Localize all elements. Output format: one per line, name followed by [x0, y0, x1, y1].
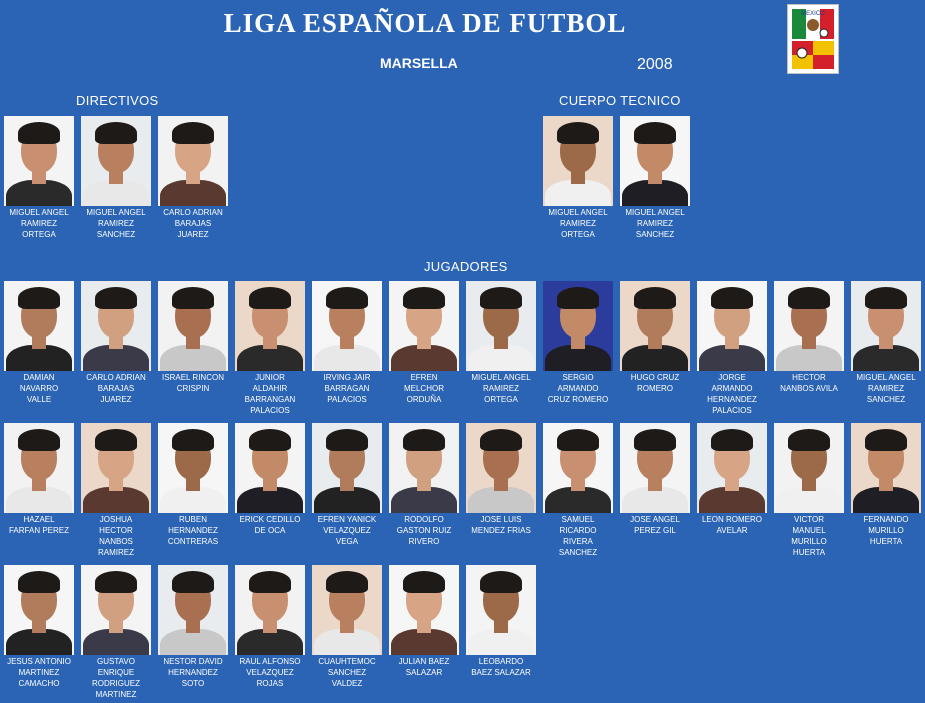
person-name: VICTOR MANUEL MURILLO HUERTA: [791, 515, 827, 557]
portrait-hair: [172, 571, 214, 593]
portrait-hair: [172, 429, 214, 451]
person-name: GUSTAVO ENRIQUE RODRIGUEZ MARTINEZ: [92, 657, 140, 699]
season-year: 2008: [637, 56, 673, 73]
jugador-card: [158, 423, 228, 547]
person-name: LEON ROMERO AVELAR: [701, 515, 762, 535]
person-name: LEOBARDO BAEZ SALAZAR: [471, 657, 531, 677]
section-directivos: DIRECTIVOS: [76, 93, 159, 108]
directivo-card: [4, 116, 74, 240]
portrait-photo: [235, 565, 305, 655]
portrait-photo: [158, 565, 228, 655]
portrait-hair: [326, 287, 368, 309]
person-name: JOSHUA HECTOR NANBOS RAMIREZ: [98, 515, 134, 557]
portrait-hair: [711, 287, 753, 309]
person-name: HECTOR NANBOS AVILA: [780, 373, 838, 393]
portrait-photo: [158, 116, 228, 206]
person-name: IRVING JAIR BARRAGAN PALACIOS: [323, 373, 371, 404]
portrait-photo: [4, 565, 74, 655]
portrait-photo: [235, 423, 305, 513]
person-name: FERNANDO MURILLO HUERTA: [863, 515, 909, 546]
portrait-photo: [697, 423, 767, 513]
portrait-hair: [18, 571, 60, 593]
portrait-hair: [18, 287, 60, 309]
section-jugadores: JUGADORES: [424, 259, 508, 274]
team-name: MARSELLA: [380, 55, 458, 71]
jugador-card: [774, 423, 844, 558]
person-name: DAMIAN NAVARRO VALLE: [19, 373, 59, 404]
jugador-card: [543, 281, 613, 405]
person-name: MIGUEL ANGEL RAMIREZ ORTEGA: [9, 208, 69, 239]
person-name: HAZAEL FARFAN PEREZ: [8, 515, 69, 535]
portrait-photo: [620, 423, 690, 513]
portrait-photo: [81, 281, 151, 371]
portrait-photo: [774, 281, 844, 371]
portrait-photo: [466, 565, 536, 655]
person-name: CARLO ADRIAN BARAJAS JUAREZ: [86, 373, 146, 404]
portrait-hair: [557, 287, 599, 309]
portrait-photo: [158, 423, 228, 513]
portrait-photo: [4, 423, 74, 513]
jugador-card: [389, 423, 459, 547]
portrait-hair: [480, 429, 522, 451]
person-name: SAMUEL RICARDO RIVERA SANCHEZ: [558, 515, 598, 557]
jugador-card: [389, 565, 459, 678]
portrait-photo: [697, 281, 767, 371]
page-title: LIGA ESPAÑOLA DE FUTBOL: [223, 8, 627, 38]
portrait-hair: [95, 287, 137, 309]
portrait-hair: [172, 287, 214, 309]
jugador-card: [851, 423, 921, 547]
person-name: ERICK CEDILLO DE OCA: [239, 515, 301, 535]
portrait-hair: [95, 571, 137, 593]
directivo-card: [158, 116, 228, 240]
person-name: MIGUEL ANGEL RAMIREZ SANCHEZ: [856, 373, 916, 404]
portrait-hair: [634, 287, 676, 309]
jugador-card: [389, 281, 459, 405]
portrait-photo: [543, 281, 613, 371]
jugador-card: [312, 423, 382, 547]
portrait-hair: [326, 571, 368, 593]
jugador-card: [543, 423, 613, 558]
portrait-hair: [634, 429, 676, 451]
jugador-card: [81, 423, 151, 558]
portrait-hair: [95, 429, 137, 451]
person-name: RODOLFO GASTON RUIZ RIVERO: [396, 515, 452, 546]
portrait-hair: [480, 571, 522, 593]
jugador-card: [620, 281, 690, 394]
portrait-photo: [81, 116, 151, 206]
jugador-card: [466, 565, 536, 678]
directivo-card: [81, 116, 151, 240]
jugador-card: [620, 423, 690, 536]
jugador-card: [4, 565, 74, 689]
portrait-hair: [249, 429, 291, 451]
jugador-card: [4, 281, 74, 405]
person-name: JOSE LUIS MENDEZ FRIAS: [471, 515, 531, 535]
portrait-hair: [403, 571, 445, 593]
person-name: RUBEN HERNANDEZ CONTRERAS: [167, 515, 219, 546]
person-name: MIGUEL ANGEL RAMIREZ ORTEGA: [548, 208, 608, 239]
portrait-photo: [543, 423, 613, 513]
portrait-hair: [95, 122, 137, 144]
team-crest-logo: [787, 4, 839, 74]
portrait-photo: [620, 116, 690, 206]
portrait-hair: [865, 287, 907, 309]
portrait-hair: [172, 122, 214, 144]
jugador-card: [466, 281, 536, 405]
portrait-photo: [312, 565, 382, 655]
cuerpo-tecnico-card: [543, 116, 613, 240]
jugador-card: [158, 565, 228, 689]
jugador-card: [697, 423, 767, 536]
section-cuerpo-tecnico: CUERPO TECNICO: [559, 93, 681, 108]
portrait-hair: [18, 122, 60, 144]
jugador-card: [312, 565, 382, 689]
portrait-photo: [774, 423, 844, 513]
portrait-hair: [18, 429, 60, 451]
portrait-photo: [312, 281, 382, 371]
person-name: RAUL ALFONSO VELAZQUEZ ROJAS: [239, 657, 301, 688]
person-name: CARLO ADRIAN BARAJAS JUAREZ: [163, 208, 223, 239]
jugador-card: [235, 423, 305, 536]
portrait-photo: [81, 565, 151, 655]
person-name: EFREN MELCHOR ORDUÑA: [403, 373, 444, 404]
jugador-card: [158, 281, 228, 394]
jugador-card: [466, 423, 536, 536]
portrait-hair: [634, 122, 676, 144]
portrait-photo: [81, 423, 151, 513]
portrait-hair: [326, 429, 368, 451]
jugador-card: [851, 281, 921, 405]
person-name: EFREN YANICK VELAZQUEZ VEGA: [317, 515, 377, 546]
portrait-photo: [389, 423, 459, 513]
crest-label: MEXICO: [801, 11, 825, 17]
person-name: JESUS ANTONIO MARTINEZ CAMACHO: [7, 657, 71, 688]
person-name: MIGUEL ANGEL RAMIREZ SANCHEZ: [625, 208, 685, 239]
portrait-hair: [557, 122, 599, 144]
portrait-photo: [389, 565, 459, 655]
person-name: JOSE ANGEL PEREZ GIL: [630, 515, 680, 535]
jugador-card: [81, 281, 151, 405]
person-name: NESTOR DAVID HERNANDEZ SOTO: [163, 657, 223, 688]
person-name: JUNIOR ALDAHIR BARRANGAN PALACIOS: [244, 373, 296, 415]
portrait-hair: [788, 429, 830, 451]
jugador-card: [235, 565, 305, 689]
portrait-photo: [4, 281, 74, 371]
cuerpo-tecnico-card: [620, 116, 690, 240]
portrait-hair: [249, 287, 291, 309]
jugador-card: [81, 565, 151, 700]
person-name: MIGUEL ANGEL RAMIREZ SANCHEZ: [86, 208, 146, 239]
portrait-hair: [249, 571, 291, 593]
person-name: CUAUHTEMOC SANCHEZ VALDEZ: [318, 657, 376, 688]
portrait-photo: [466, 281, 536, 371]
portrait-hair: [403, 429, 445, 451]
portrait-hair: [711, 429, 753, 451]
portrait-photo: [312, 423, 382, 513]
jugador-card: [4, 423, 74, 536]
portrait-photo: [851, 423, 921, 513]
portrait-photo: [466, 423, 536, 513]
jugador-card: [312, 281, 382, 405]
portrait-hair: [480, 287, 522, 309]
jugador-card: [697, 281, 767, 416]
person-name: ISRAEL RINCON CRISPIN: [162, 373, 224, 393]
portrait-photo: [235, 281, 305, 371]
portrait-hair: [557, 429, 599, 451]
person-name: MIGUEL ANGEL RAMIREZ ORTEGA: [471, 373, 531, 404]
portrait-hair: [788, 287, 830, 309]
portrait-photo: [4, 116, 74, 206]
portrait-photo: [158, 281, 228, 371]
jugador-card: [774, 281, 844, 394]
crest-icon: [788, 5, 838, 73]
portrait-hair: [403, 287, 445, 309]
portrait-photo: [543, 116, 613, 206]
portrait-photo: [620, 281, 690, 371]
person-name: SERGIO ARMANDO CRUZ ROMERO: [547, 373, 609, 404]
portrait-hair: [865, 429, 907, 451]
portrait-photo: [389, 281, 459, 371]
person-name: JULIAN BAEZ SALAZAR: [398, 657, 450, 677]
person-name: HUGO CRUZ ROMERO: [630, 373, 680, 393]
jugador-card: [235, 281, 305, 416]
portrait-photo: [851, 281, 921, 371]
person-name: JORGE ARMANDO HERNANDEZ PALACIOS: [707, 373, 757, 415]
